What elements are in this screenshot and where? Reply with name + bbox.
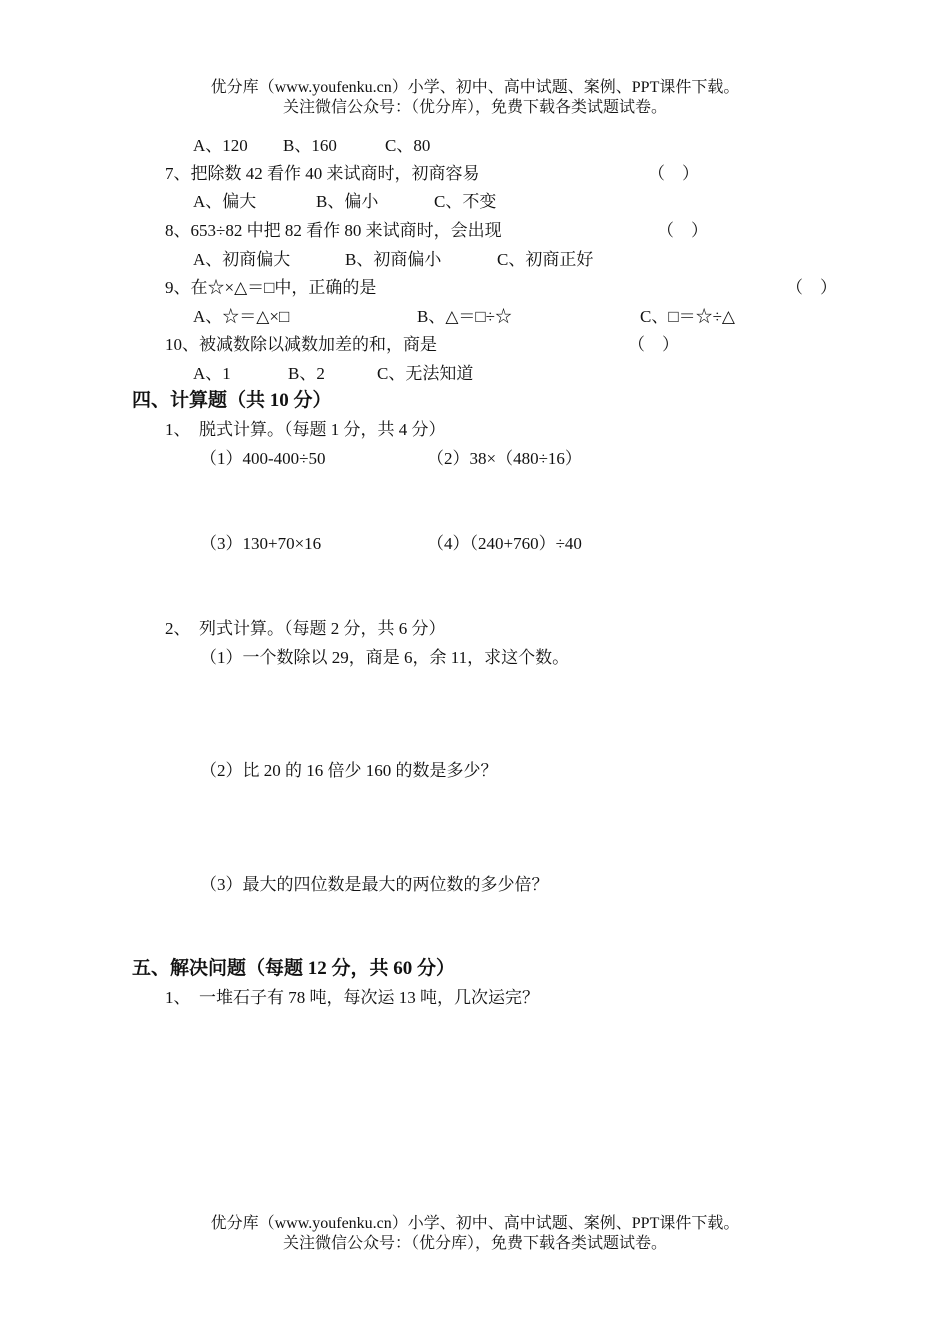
q7-text: 7、把除数 42 看作 40 来试商时，初商容易 (165, 164, 480, 183)
q6-option-a: A、120 (193, 136, 248, 155)
section-4-part-1-label: 1、 脱式计算。（每题 1 分，共 4 分） (165, 420, 446, 439)
q6-option-b: B、160 (283, 136, 337, 155)
q6-option-c: C、80 (385, 136, 431, 155)
calc-expression-2: （2）38×（480÷16） (427, 449, 582, 468)
section-5-title: 五、解决问题（每题 12 分，共 60 分） (132, 958, 456, 979)
q9-option-c: C、□＝☆÷△ (640, 307, 736, 326)
word-problem-2: （2）比 20 的 16 倍少 160 的数是多少？ (200, 761, 498, 780)
q9-answer-paren: （ ） (786, 278, 837, 297)
q8-option-a: A、初商偏大 (193, 250, 291, 269)
q10-option-a: A、1 (193, 364, 231, 383)
q7-answer-paren: （ ） (648, 164, 699, 183)
section-4-title: 四、计算题（共 10 分） (132, 390, 332, 411)
header-line-1: 优分库（www.youfenku.cn）小学、初中、高中试题、案例、PPT课件下载。 (210, 79, 740, 96)
calc-expression-1: （1）400-400÷50 (200, 449, 326, 468)
header-line-2: 关注微信公众号：（优分库），免费下载各类试题试卷。 (282, 99, 667, 116)
section-5-question-1: 1、 一堆石子有 78 吨，每次运 13 吨，几次运完？ (165, 988, 539, 1007)
footer-line-2: 关注微信公众号：（优分库），免费下载各类试题试卷。 (282, 1235, 667, 1252)
q8-option-b: B、初商偏小 (345, 250, 442, 269)
q8-answer-paren: （ ） (657, 221, 708, 240)
q10-text: 10、被减数除以减数加差的和，商是 (165, 335, 437, 354)
calc-expression-4: （4）（240+760）÷40 (427, 534, 582, 553)
calc-expression-3: （3）130+70×16 (200, 534, 322, 553)
q8-text: 8、653÷82 中把 82 看作 80 来试商时，会出现 (165, 221, 502, 240)
q9-option-b: B、△＝□÷☆ (417, 307, 513, 326)
q10-answer-paren: （ ） (628, 335, 679, 354)
q10-option-b: B、2 (288, 364, 325, 383)
q9-text: 9、在☆×△＝□中，正确的是 (165, 278, 377, 297)
q7-option-b: B、偏小 (316, 192, 379, 211)
q10-option-c: C、无法知道 (377, 364, 474, 383)
word-problem-3: （3）最大的四位数是最大的两位数的多少倍？ (200, 875, 549, 894)
q9-option-a: A、☆＝△×□ (193, 307, 290, 326)
section-4-part-2-label: 2、 列式计算。（每题 2 分，共 6 分） (165, 619, 446, 638)
q7-option-c: C、不变 (434, 192, 497, 211)
q8-option-c: C、初商正好 (497, 250, 594, 269)
q7-option-a: A、偏大 (193, 192, 257, 211)
footer-line-1: 优分库（www.youfenku.cn）小学、初中、高中试题、案例、PPT课件下载。 (210, 1215, 740, 1232)
word-problem-1: （1）一个数除以 29，商是 6，余 11，求这个数。 (200, 648, 570, 667)
